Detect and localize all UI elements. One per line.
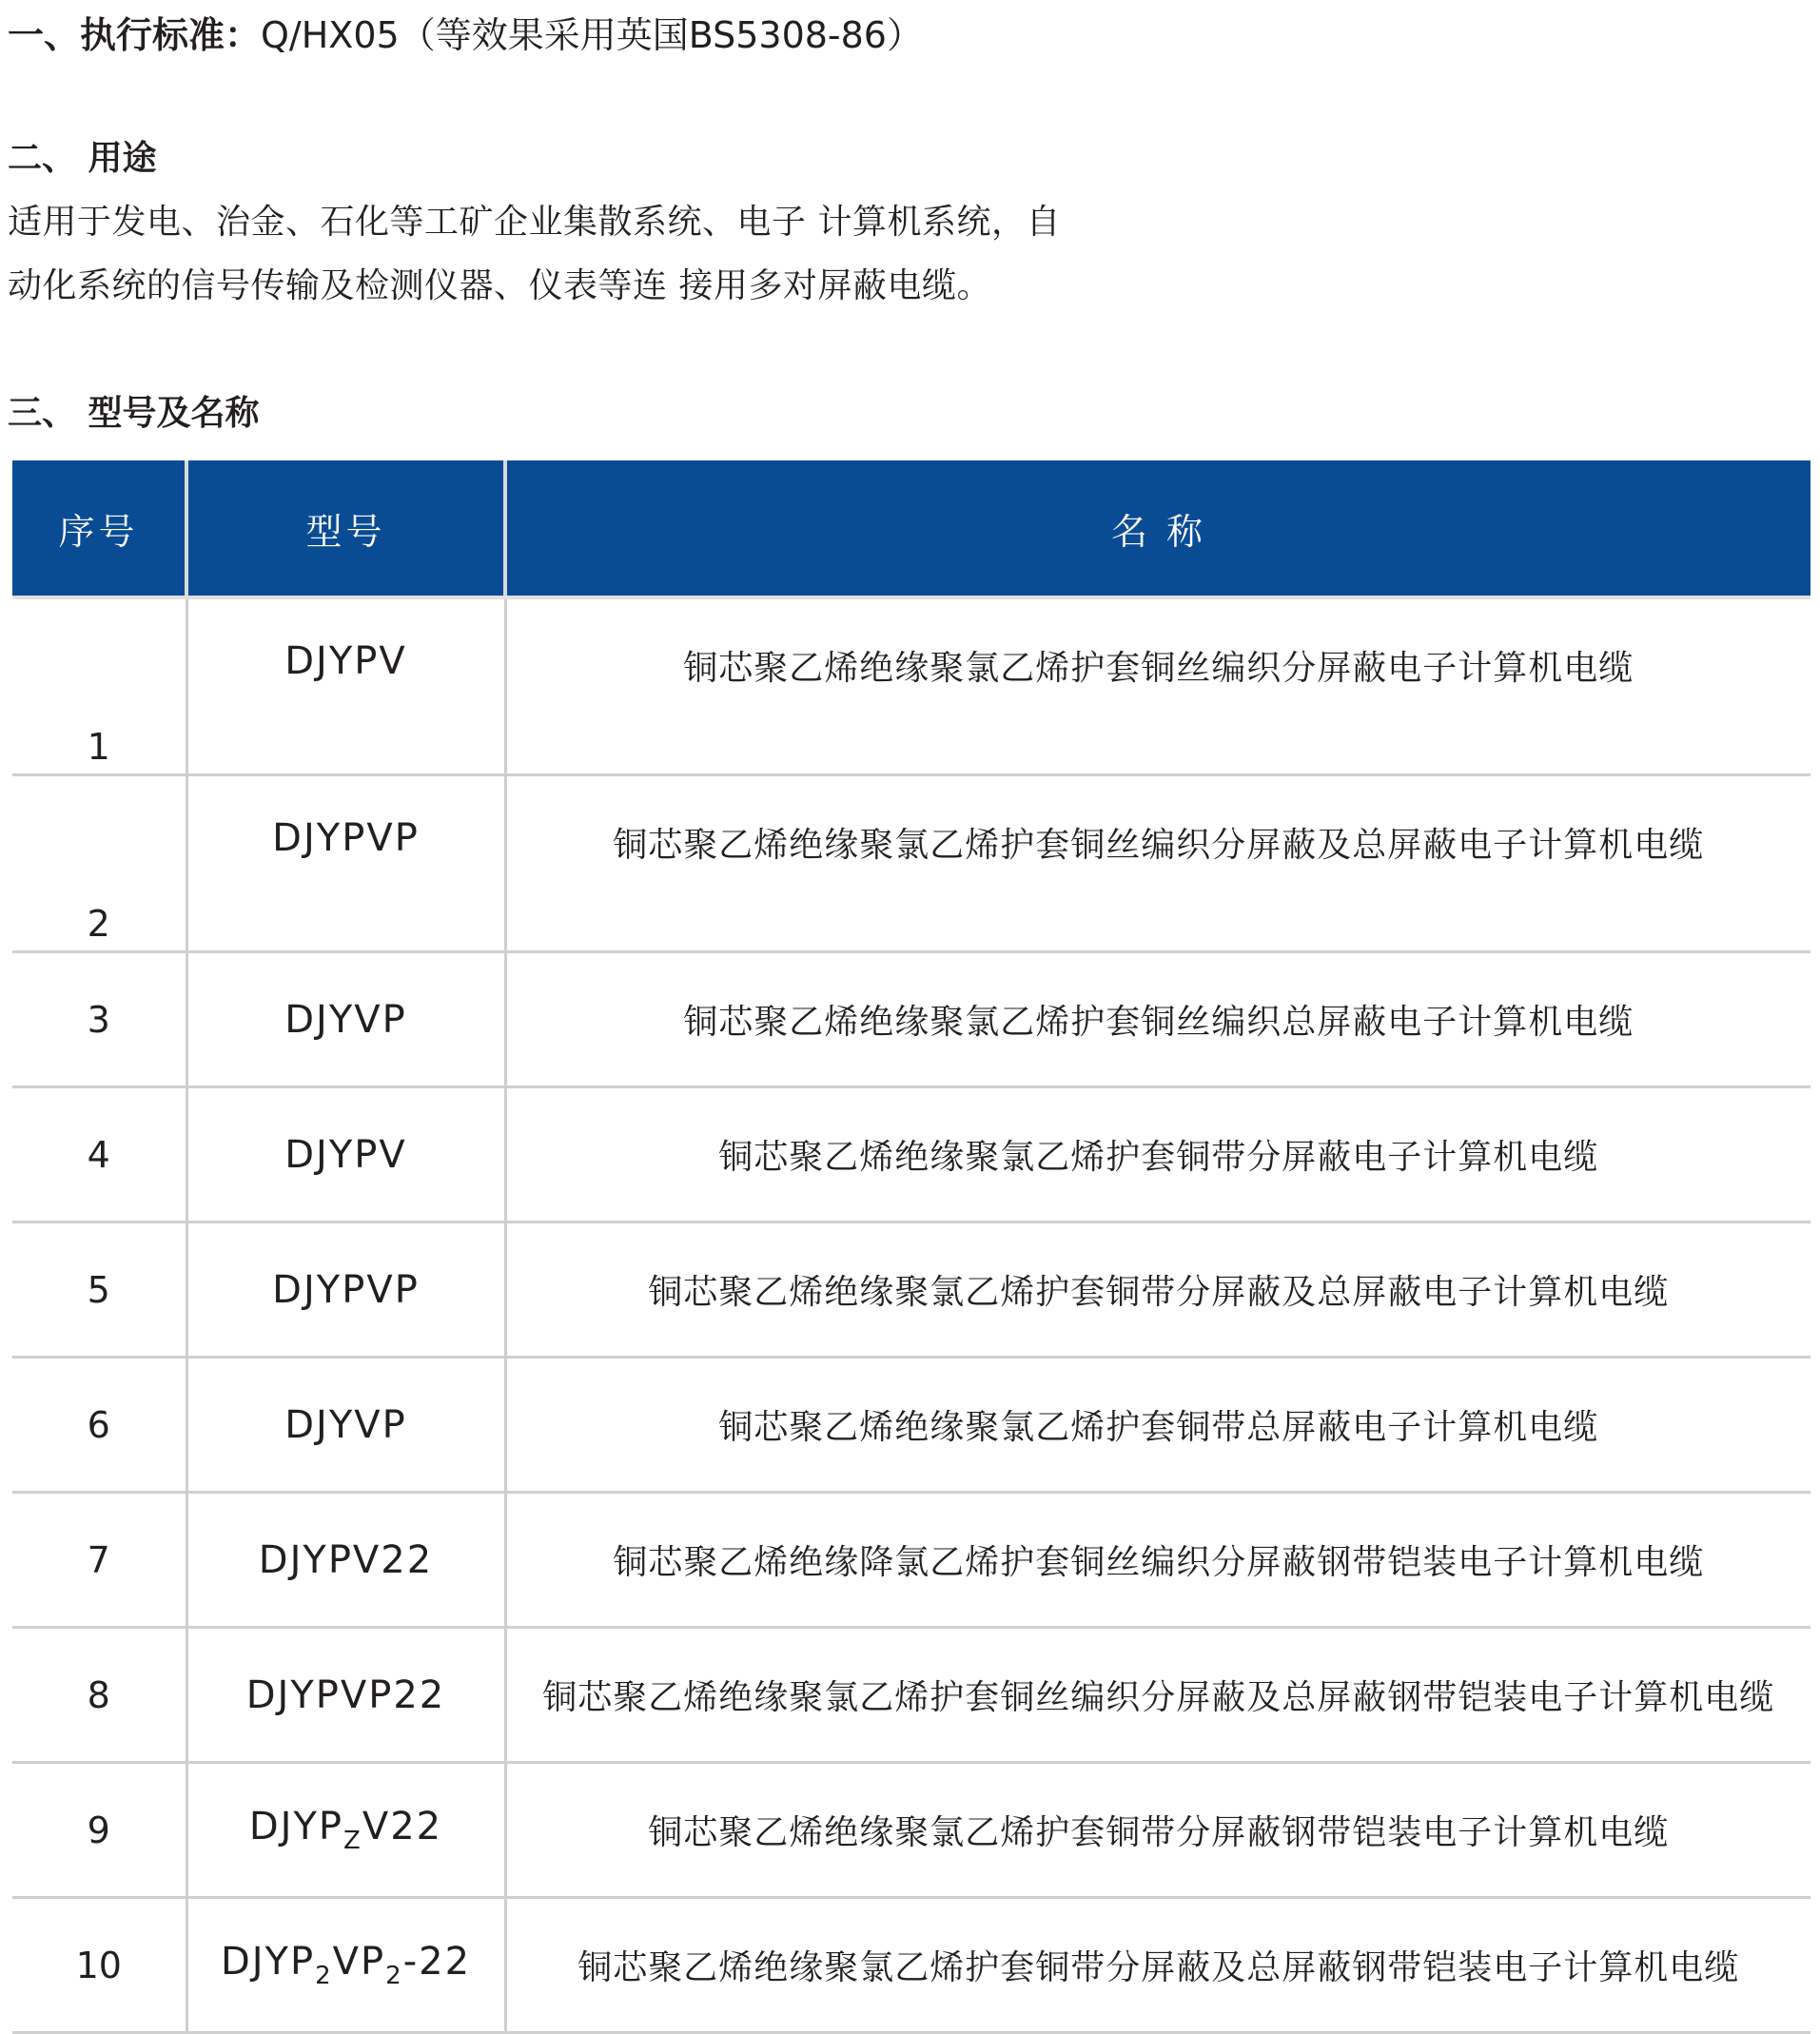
row-name: 铜芯聚乙烯绝缘聚氯乙烯护套铜丝编织分屏蔽及总屏蔽电子计算机电缆 <box>505 775 1810 952</box>
row-serial-no: 7 <box>12 1493 186 1628</box>
table-row <box>12 1222 1810 1358</box>
table-row <box>12 1628 1810 1763</box>
row-name: 铜芯聚乙烯绝缘聚氯乙烯护套铜丝编织分屏蔽电子计算机电缆 <box>505 597 1810 775</box>
table-row <box>12 1898 1810 2033</box>
row-model: DJYPV22 <box>186 1493 505 1628</box>
table-row <box>12 1358 1810 1493</box>
row-model: DJYPVP <box>186 775 505 952</box>
row-model: DJYPVP22 <box>186 1628 505 1763</box>
row-name: 铜芯聚乙烯绝缘聚氯乙烯护套铜带总屏蔽电子计算机电缆 <box>505 1358 1810 1493</box>
model-part: -22 <box>402 1940 472 1984</box>
header-name: 名 称 <box>505 460 1810 597</box>
model-part: DJYP <box>248 1805 344 1848</box>
model-part: VP <box>332 1940 386 1984</box>
row-name: 铜芯聚乙烯绝缘聚氯乙烯护套铜带分屏蔽钢带铠装电子计算机电缆 <box>505 1763 1810 1898</box>
row-model <box>186 1898 505 2033</box>
row-model <box>186 1763 505 1898</box>
row-name: 铜芯聚乙烯绝缘聚氯乙烯护套铜丝编织分屏蔽及总屏蔽钢带铠装电子计算机电缆 <box>505 1628 1810 1763</box>
row-serial-no: 10 <box>12 1898 186 2033</box>
row-serial-no: 6 <box>12 1358 186 1493</box>
row-name: 铜芯聚乙烯绝缘聚氯乙烯护套铜带分屏蔽电子计算机电缆 <box>505 1087 1810 1222</box>
models-heading: 三、 型号及名称 <box>8 394 260 433</box>
table-row <box>12 1493 1810 1628</box>
row-serial-no: 9 <box>12 1763 186 1898</box>
table-row <box>12 952 1810 1087</box>
table-row <box>12 597 1810 775</box>
row-model: DJYVP <box>186 1358 505 1493</box>
model-subscript: 2 <box>315 1962 333 1990</box>
row-serial-no: 1 <box>12 597 186 775</box>
standard-label: 一、执行标准： <box>8 14 262 56</box>
table-header-row <box>12 460 1810 597</box>
model-subscript: Z <box>343 1827 362 1855</box>
model-table <box>12 460 1810 2034</box>
row-serial-no: 4 <box>12 1087 186 1222</box>
usage-text-line-1: 适用于发电、治金、石化等工矿企业集散系统、电子 计算机系统，自 <box>8 203 1061 242</box>
usage-heading: 二、 用途 <box>8 139 157 178</box>
header-model: 型号 <box>186 460 505 597</box>
model-part: V22 <box>362 1805 443 1848</box>
table-row <box>12 1087 1810 1222</box>
row-model: DJYVP <box>186 952 505 1087</box>
usage-text-line-2: 动化系统的信号传输及检测仪器、仪表等连 接用多对屏蔽电缆。 <box>8 266 991 305</box>
row-name: 铜芯聚乙烯绝缘降氯乙烯护套铜丝编织分屏蔽钢带铠装电子计算机电缆 <box>505 1493 1810 1628</box>
header-serial-no: 序号 <box>12 460 186 597</box>
table-row <box>12 775 1810 952</box>
row-name: 铜芯聚乙烯绝缘聚氯乙烯护套铜丝编织总屏蔽电子计算机电缆 <box>505 952 1810 1087</box>
row-model: DJYPVP <box>186 1222 505 1358</box>
row-serial-no: 2 <box>12 775 186 952</box>
row-model: DJYPV <box>186 1087 505 1222</box>
row-name: 铜芯聚乙烯绝缘聚氯乙烯护套铜带分屏蔽及总屏蔽电子计算机电缆 <box>505 1222 1810 1358</box>
model-subscript: 2 <box>385 1962 403 1990</box>
row-serial-no: 8 <box>12 1628 186 1763</box>
standard-line <box>8 6 923 58</box>
row-name: 铜芯聚乙烯绝缘聚氯乙烯护套铜带分屏蔽及总屏蔽钢带铠装电子计算机电缆 <box>505 1898 1810 2033</box>
table-row <box>12 1763 1810 1898</box>
row-serial-no: 5 <box>12 1222 186 1358</box>
standard-value: Q/HX05（等效果采用英国BS5308-86） <box>261 14 923 56</box>
row-serial-no: 3 <box>12 952 186 1087</box>
model-part: DJYP <box>220 1940 316 1984</box>
row-model: DJYPV <box>186 597 505 775</box>
